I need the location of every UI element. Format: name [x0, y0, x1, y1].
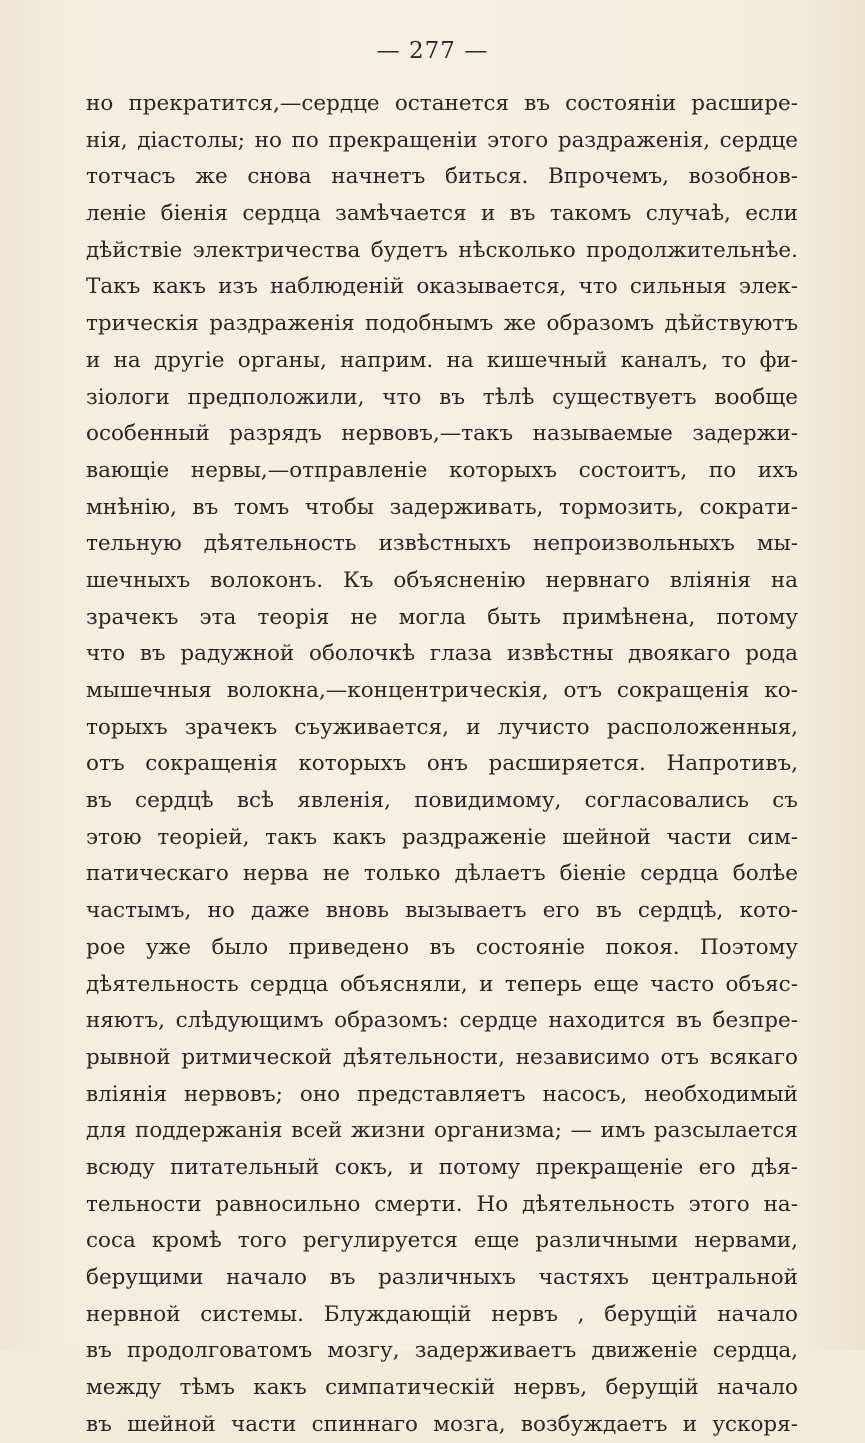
text-line: coca кромѣ того регулируется еще различными нервами, [86, 1228, 798, 1254]
text-line: что въ радужной оболочкѣ глаза извѣстны двоякаго рода [86, 641, 798, 667]
text-line: рое уже было приведено въ состояніе покоя. Поэтому [86, 934, 798, 960]
text-line: дѣятельность сердца объясняли, и теперь еще часто объяс- [86, 971, 798, 997]
text-line: нія, діастолы; но по прекращеніи этого раздраженія, сердце [86, 127, 798, 153]
text-line: вающіе нервы,—отправленіе которыхъ состоитъ, по ихъ [86, 457, 798, 483]
text-line: отъ сокращенія которыхъ онъ расширяется. Напротивъ, [86, 751, 798, 777]
text-line: этою теоріей, такъ какъ раздраженіе шейной части сим- [86, 824, 798, 850]
text-line: нервной системы. Блуждающій нервъ , берущій начало [86, 1301, 798, 1327]
text-line: и на другіе органы, наприм. на кишечный каналъ, то фи- [86, 347, 798, 373]
text-line: патическаго нерва не только дѣлаетъ біеніе сердца болѣе [86, 861, 798, 887]
text-line: Такъ какъ изъ наблюденій оказывается, что сильныя элек- [86, 274, 798, 300]
text-line: торыхъ зрачекъ съуживается, и лучисто расположенныя, [86, 714, 798, 740]
text-line: но прекратится,—сердце останется въ состояніи расшире- [86, 91, 798, 116]
text-line: дѣйствіе электричества будетъ нѣсколько продолжительнѣе. [86, 237, 798, 263]
text-line: между тѣмъ какъ симпатическій нервъ, берущій начало [86, 1375, 798, 1401]
body-text [86, 86, 798, 1443]
text-line: мнѣнію, въ томъ чтобы задерживать, тормозить, сократи- [86, 494, 798, 520]
text-line: зрачекъ эта теорія не могла быть примѣнена, потому [86, 604, 798, 630]
text-line: вліянія нервовъ; оно представляетъ насосъ, необходимый [86, 1081, 798, 1107]
text-line: берущими начало въ различныхъ частяхъ центральной [86, 1265, 798, 1290]
text-line: зіологи предположили, что въ тѣлѣ существуетъ вообще [86, 384, 798, 410]
text-line: рывной ритмической дѣятельности, независимо отъ всякаго [86, 1044, 798, 1070]
text-line: въ продолговатомъ мозгу, задерживаетъ движеніе сердца, [86, 1338, 798, 1364]
text-line: тотчасъ же снова начнетъ биться. Впрочемъ, возобнов- [86, 164, 798, 190]
text-line: шечныхъ волоконъ. Къ объясненію нервнаго вліянія на [86, 567, 798, 593]
text-line: всюду питательный сокъ, и потому прекращеніе его дѣя- [86, 1154, 798, 1180]
text-line: тельную дѣятельность извѣстныхъ непроизвольныхъ мы- [86, 531, 798, 557]
text-line: тельности равносильно смерти. Но дѣятельность этого на- [86, 1191, 798, 1217]
page-number: — 277 — [376, 38, 489, 64]
text-line: особенный разрядъ нервовъ,—такъ называемые задержи- [86, 421, 798, 447]
text-line: мышечныя волокна,—концентрическія, отъ сокращенія ко- [86, 678, 798, 703]
text-line: трическія раздраженія подобнымъ же образомъ дѣйствуютъ [86, 311, 798, 337]
text-line: няютъ, слѣдующимъ образомъ: сердце находится въ безпре- [86, 1008, 798, 1034]
text-line: частымъ, но даже вновь вызываетъ его въ сердцѣ, кото- [86, 898, 798, 924]
text-line: леніе біенія сердца замѣчается и въ такомъ случаѣ, если [86, 201, 798, 227]
text-line: въ сердцѣ всѣ явленія, повидимому, согласовались съ [86, 788, 798, 814]
text-line: для поддержанія всей жизни организма; — имъ разсылается [86, 1118, 798, 1144]
text-line: въ шейной части спиннаго мозга, возбуждаетъ и ускоря- [86, 1411, 798, 1437]
